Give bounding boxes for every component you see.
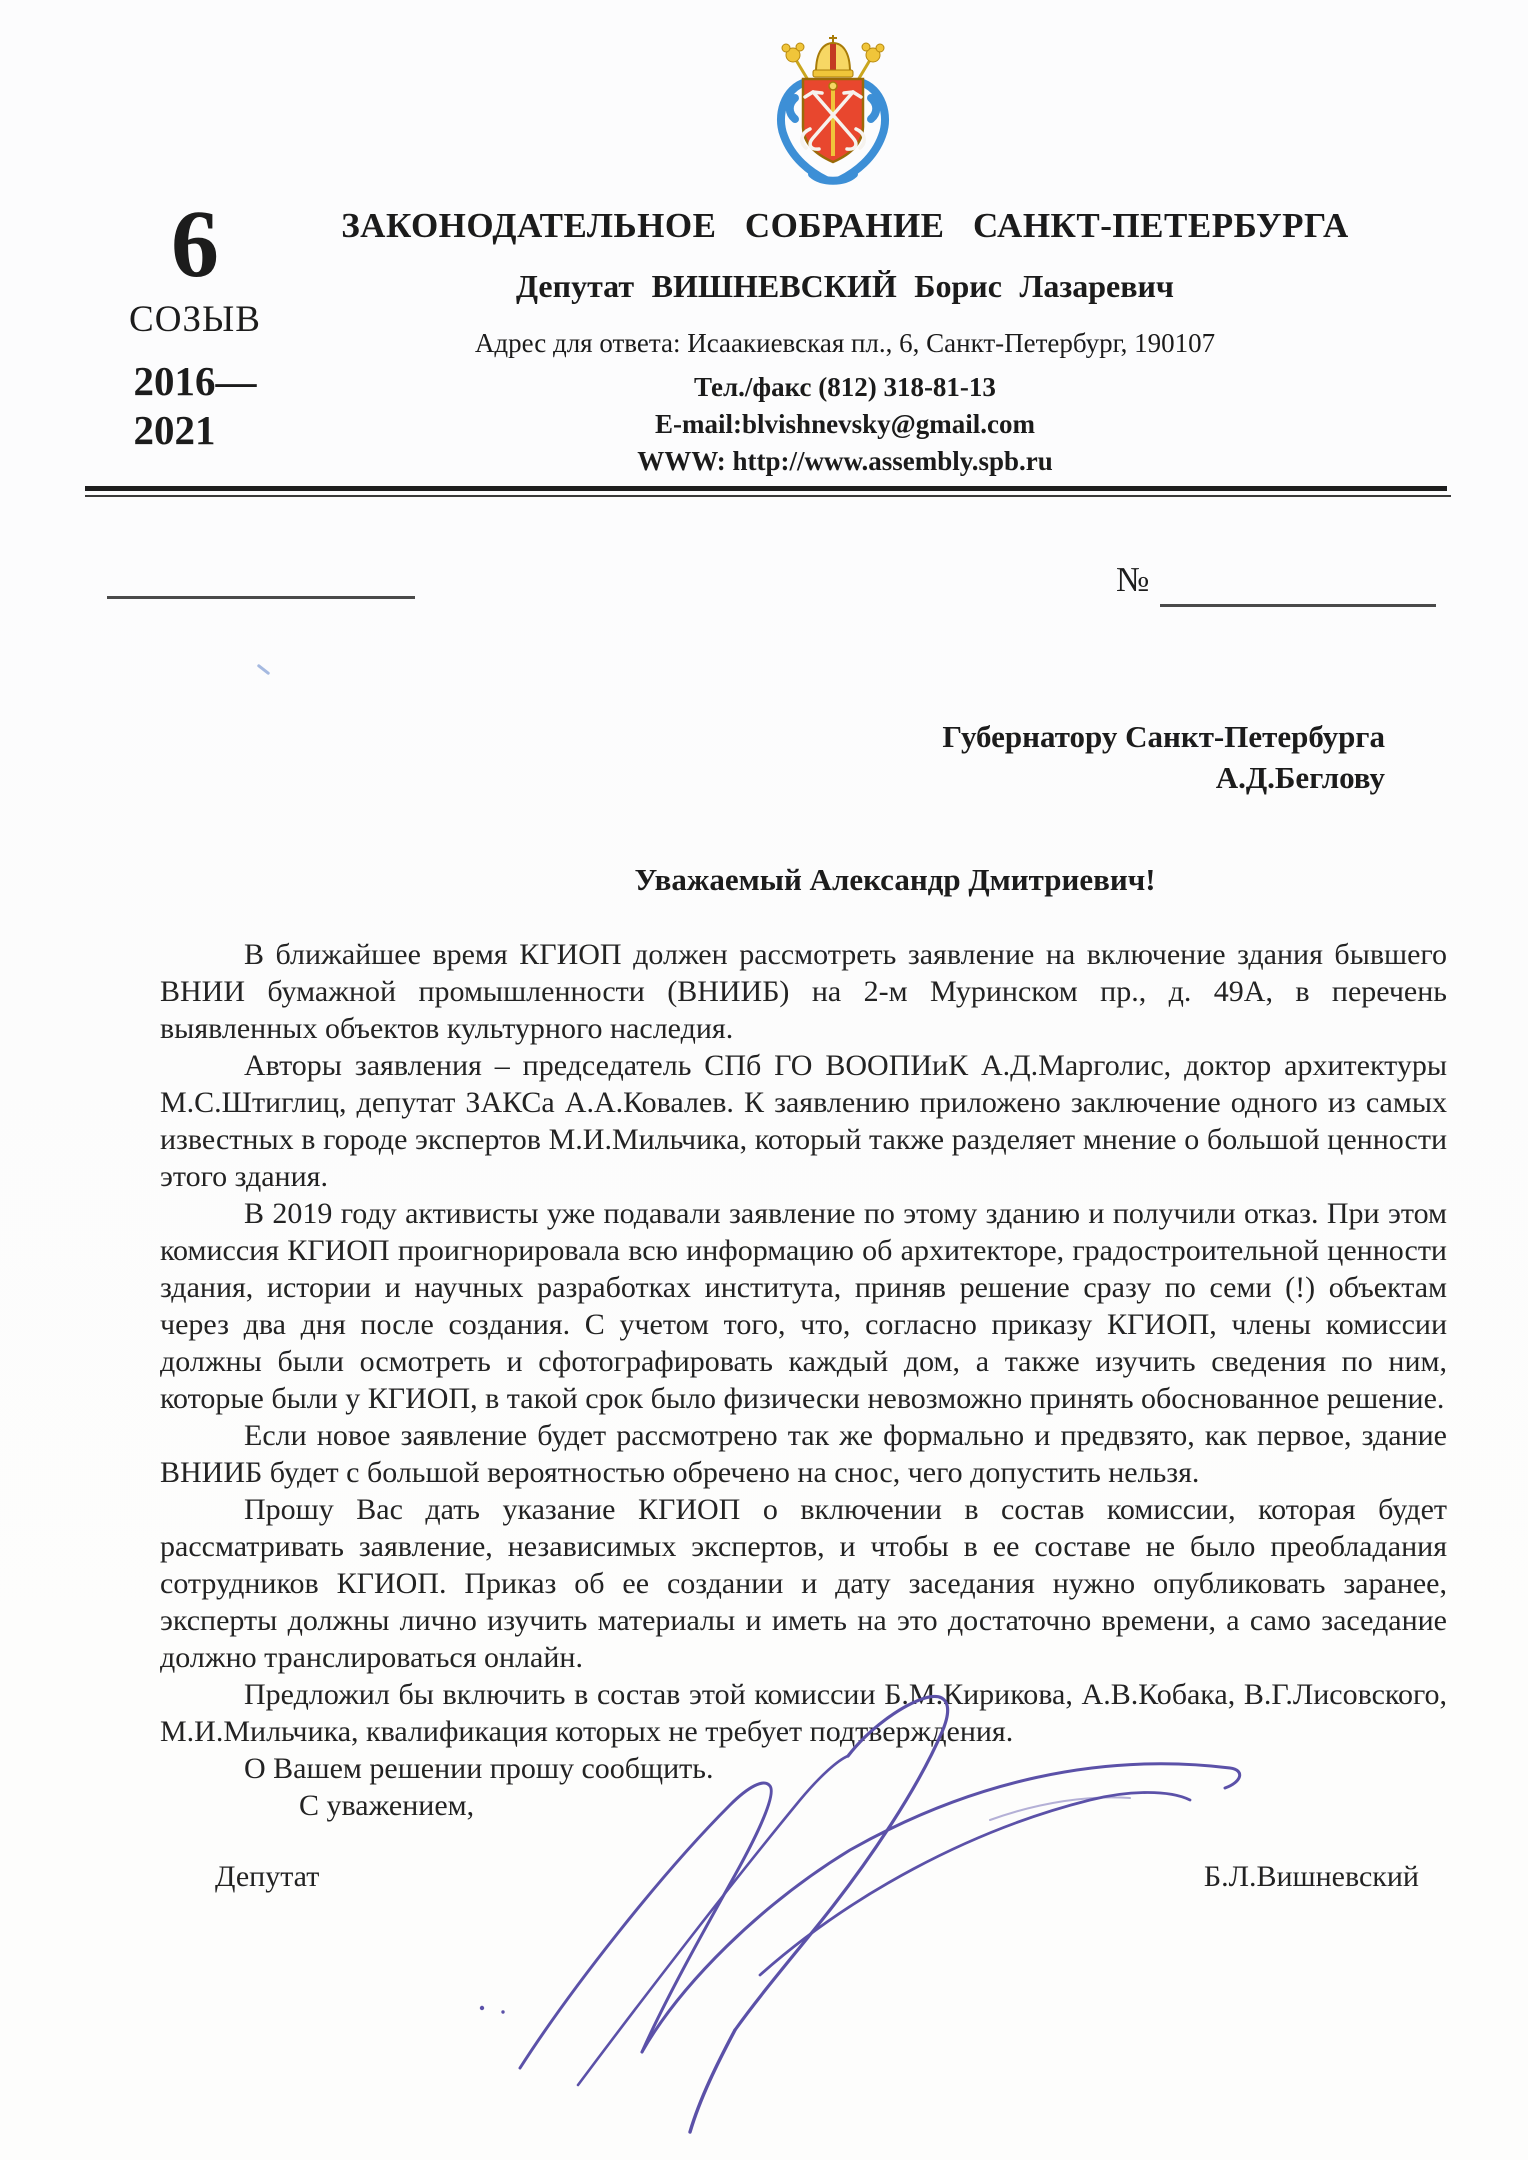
closing-position: Депутат xyxy=(215,1860,320,1893)
convocation-years-line1: 2016— xyxy=(133,358,257,404)
letter-paragraph: Если новое заявление будет рассмотрено так же формально и предвзято, как первое, здание ВНИИБ будет с большой вероятностью обречено на снос, чего допустить нельзя. xyxy=(160,1419,1447,1489)
deputy-name-line: Депутат ВИШНЕВСКИЙ Борис Лазаревич xyxy=(516,268,1174,304)
letterhead-divider-thin xyxy=(85,495,1451,497)
number-sign: № xyxy=(1116,560,1150,599)
convocation-years-line2: 2021 xyxy=(133,407,216,454)
convocation-label: СОЗЫВ xyxy=(129,299,261,340)
recipient-block xyxy=(942,716,1385,798)
signer-name: Б.Л.Вишневский xyxy=(1203,1860,1419,1893)
letter-paragraph: Предложил бы включить в состав этой комиссии Б.М.Кирикова, А.В.Кобака, В.Г.Лисовского, М.И.Мильчика, квалификация которых не требует подтверждения. xyxy=(160,1678,1447,1748)
salutation: Уважаемый Александр Дмитриевич! xyxy=(634,862,1156,897)
convocation-years xyxy=(134,357,257,455)
number-blank-underline xyxy=(1160,604,1436,607)
letter-body xyxy=(160,936,1447,1895)
letter-paragraph: Авторы заявления – председатель СПб ГО ВООПИиК А.Д.Марголис, доктор архитектуры М.С.Штиглиц, депутат ЗАКСа А.А.Ковалев. К заявлению приложено заключение одного из самых известных в городе экспертов М.И.Мильчика, который также разделяет мнение о большой ценности этого здания. xyxy=(160,1049,1447,1193)
letter-paragraph: О Вашем решении прошу сообщить. xyxy=(244,1752,714,1785)
closing-regards: С уважением, xyxy=(299,1789,475,1822)
phone-fax-line: Тел./факс (812) 318-81-13 xyxy=(694,372,996,402)
email-line: E-mail:blvishnevsky@gmail.com xyxy=(655,409,1035,439)
website-line: WWW: http://www.assembly.spb.ru xyxy=(637,446,1053,476)
letter-paragraph: Прошу Вас дать указание КГИОП о включении в состав комиссии, которая будет рассматривать заявление, независимых экспертов, и чтобы в ее составе не было преобладания сотрудников КГИОП. Приказ об ее создании и дату заседания нужно опубликовать заранее, эксперты должны лично изучить материалы и иметь на это достаточно времени, а само заседание должно транслироваться онлайн. xyxy=(160,1493,1447,1674)
reply-address-line: Адрес для ответа: Исаакиевская пл., 6, Санкт-Петербург, 190107 xyxy=(474,328,1216,358)
pen-mark-artifact xyxy=(257,664,271,676)
spb-coat-of-arms-icon xyxy=(766,34,900,188)
letter-paragraph: В 2019 году активисты уже подавали заявление по этому зданию и получили отказ. При этом комиссия КГИОП проигнорировала всю информацию об архитекторе, градостроительной ценности здания, истории и научных разработках института, приняв решение сразу по семи (!) объектам через два дня после создания. С учетом того, что, согласно приказу КГИОП, члены комиссии должны были осмотреть и сфотографировать каждый дом, а также изучить сведения по ним, которые были у КГИОП, в такой срок было физически невозможно принять обоснованное решение. xyxy=(160,1197,1447,1415)
convocation-number: 6 xyxy=(171,190,219,297)
signature-row xyxy=(160,1858,1447,1895)
organization-title: ЗАКОНОДАТЕЛЬНОЕ СОБРАНИЕ САНКТ-ПЕТЕРБУРГА xyxy=(341,206,1349,245)
letter-paragraph: В ближайшее время КГИОП должен рассмотреть заявление на включение здания бывшего ВНИИ бумажной промышленности (ВНИИБ) на 2-м Муринском пр., д. 49А, в перечень выявленных объектов культурного наследия. xyxy=(160,938,1447,1045)
date-blank-underline xyxy=(107,596,415,599)
recipient-title-line: Губернатору Санкт-Петербурга xyxy=(942,719,1385,754)
letterhead-divider-thick xyxy=(85,486,1447,491)
recipient-name-line: А.Д.Беглову xyxy=(1215,760,1385,795)
